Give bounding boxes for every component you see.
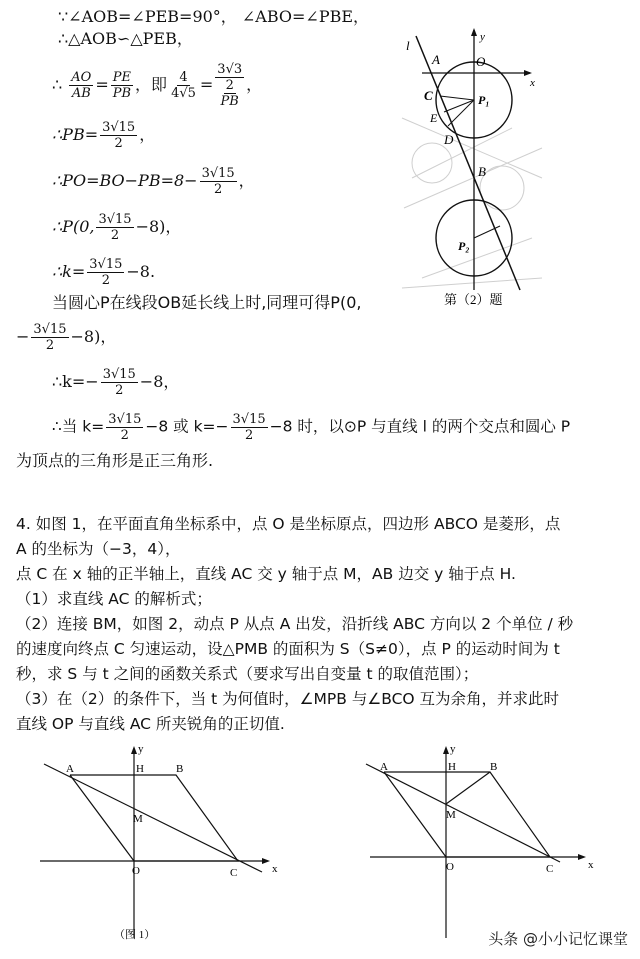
label-p2: P₂ — [458, 239, 470, 253]
solution-line-6: ∴P(0, $\frac{3√15}{2}$ −8)， — [52, 212, 182, 243]
problem-line-6: 的速度向终点 C 匀速运动，设△PMB 的面积为 S（S≠0），点 P 的运动时间为 t — [16, 640, 560, 658]
y-axis-arrow-icon — [131, 746, 137, 754]
label-c: C — [230, 867, 238, 879]
fraction: $\frac{AO}{AB}$ — [71, 70, 92, 101]
fraction: $\frac{3√15}{2}$ — [98, 212, 132, 243]
label-a: A — [432, 52, 440, 67]
fraction: $\frac{3√15}{2}$ — [201, 166, 235, 197]
problem-line-3: 点 C 在 x 轴的正半轴上，直线 AC 交 y 轴于点 M，AB 边交 y 轴于点 H. — [16, 565, 516, 583]
solution-line-5: ∴PO=BO−PB=8− $\frac{3√15}{2}$ ， — [52, 166, 255, 197]
solution-line-2: ∴△AOB∽△PEB， — [58, 29, 193, 48]
problem-4 — [16, 512, 626, 737]
fraction: $\frac{3√15}{2}$ — [232, 412, 266, 443]
problem-line-8: （3）在（2）的条件下，当 t 为何值时，∠MPB 与∠BCO 互为余角，并求此时 — [16, 690, 560, 708]
problem-line-4: （1）求直线 AC 的解析式； — [16, 590, 212, 608]
figure-problem-2 — [392, 28, 552, 310]
radius-pd — [448, 100, 474, 126]
label-h: H — [136, 763, 144, 775]
figure-caption: 第（2）题 — [444, 292, 503, 307]
problem-line-7: 秒，求 S 与 t 之间的函数关系式（要求写出自变量 t 的取值范围）； — [16, 665, 479, 683]
problem-line-5: （2）连接 BM，如图 2，动点 P 从点 A 出发，沿折线 ABC 方向以 2 个单位 / 秒 — [16, 615, 574, 633]
label-b: B — [490, 761, 498, 773]
label-y: y — [480, 31, 485, 43]
solution-line-11: ∴当 k= $\frac{3√15}{2}$ −8 或 k=− $\frac{3√15}{2}$ −8 时，以⊙P 与直线 l 的两个交点和圆心 P — [52, 412, 571, 443]
segment-pe — [444, 100, 474, 112]
fraction: $\frac{3√15}{2}$ — [33, 322, 67, 353]
radius-pc — [440, 96, 474, 100]
label-m: M — [133, 813, 143, 825]
figure-1-caption: （图 1） — [114, 929, 156, 941]
label-h: H — [448, 761, 456, 773]
solution-line-3: ∴ $\frac{AO}{AB}$ = $\frac{PE}{PB}$ ，即 $\frac{4}{4√5}$ = 3√3 2 PB ， — [52, 62, 263, 109]
label-p1: P₁ — [478, 93, 490, 107]
problem-line-2: A 的坐标为（−3，4）， — [16, 540, 181, 558]
fraction: $\frac{3√15}{2}$ — [102, 367, 136, 398]
x-axis-arrow-icon — [578, 854, 586, 860]
solution-line-1: ∵∠AOB=∠PEB=90°， ∠ABO=∠PBE， — [58, 7, 370, 26]
line-ac — [366, 764, 560, 862]
solution-line-12: 为顶点的三角形是正三角形. — [16, 451, 214, 470]
fraction: $\frac{4}{4√5}$ — [171, 70, 196, 101]
label-y: y — [450, 743, 456, 755]
figure-1 — [40, 742, 290, 942]
label-d: D — [444, 132, 454, 147]
label-x: x — [530, 77, 535, 89]
y-axis-arrow-icon — [471, 28, 477, 36]
figure-2 — [364, 742, 604, 942]
label-a: A — [380, 761, 388, 773]
label-e: E — [430, 111, 438, 125]
label-y: y — [138, 743, 144, 755]
solution-line-8: 当圆心P在线段OB延长线上时,同理可得P(0, — [52, 293, 362, 312]
problem-line-9: 直线 OP 与直线 AC 所夹锐角的正切值. — [16, 715, 285, 733]
y-axis-arrow-icon — [443, 746, 449, 754]
solution-line-9: − $\frac{3√15}{2}$ −8)， — [16, 322, 117, 353]
label-c: C — [546, 863, 554, 875]
label-o: O — [476, 54, 486, 69]
fraction: $\frac{3√15}{2}$ — [102, 120, 136, 151]
x-axis-arrow-icon — [262, 858, 270, 864]
x-axis-arrow-icon — [524, 70, 532, 76]
line-ac — [44, 764, 262, 872]
label-m: M — [446, 809, 456, 821]
fraction: 3√3 2 PB — [217, 62, 243, 109]
label-b: B — [176, 763, 184, 775]
label-o: O — [446, 861, 454, 873]
fraction: $\frac{3√15}{2}$ — [89, 257, 123, 288]
label-c: C — [424, 88, 433, 103]
label-x: x — [588, 859, 594, 871]
label-o: O — [132, 865, 140, 877]
solution-line-4: ∴PB= $\frac{3√15}{2}$ ， — [52, 120, 156, 151]
fraction: $\frac{3√15}{2}$ — [108, 412, 142, 443]
faded-construction — [402, 118, 542, 288]
watermark: 头条 @小小记忆课堂 — [488, 930, 628, 948]
solution-line-7: ∴k= $\frac{3√15}{2}$ −8. — [52, 257, 156, 288]
problem-line-1: 4. 如图 1，在平面直角坐标系中，点 O 是坐标原点，四边形 ABCO 是菱形，点 — [16, 515, 561, 533]
segment-bm — [446, 772, 490, 804]
solution-line-10: ∴k=− $\frac{3√15}{2}$ −8， — [52, 367, 180, 398]
fraction: $\frac{PE}{PB}$ — [112, 70, 132, 101]
label-b: B — [478, 164, 486, 179]
label-x: x — [272, 863, 278, 875]
label-l: l — [406, 38, 410, 53]
label-a: A — [66, 763, 74, 775]
